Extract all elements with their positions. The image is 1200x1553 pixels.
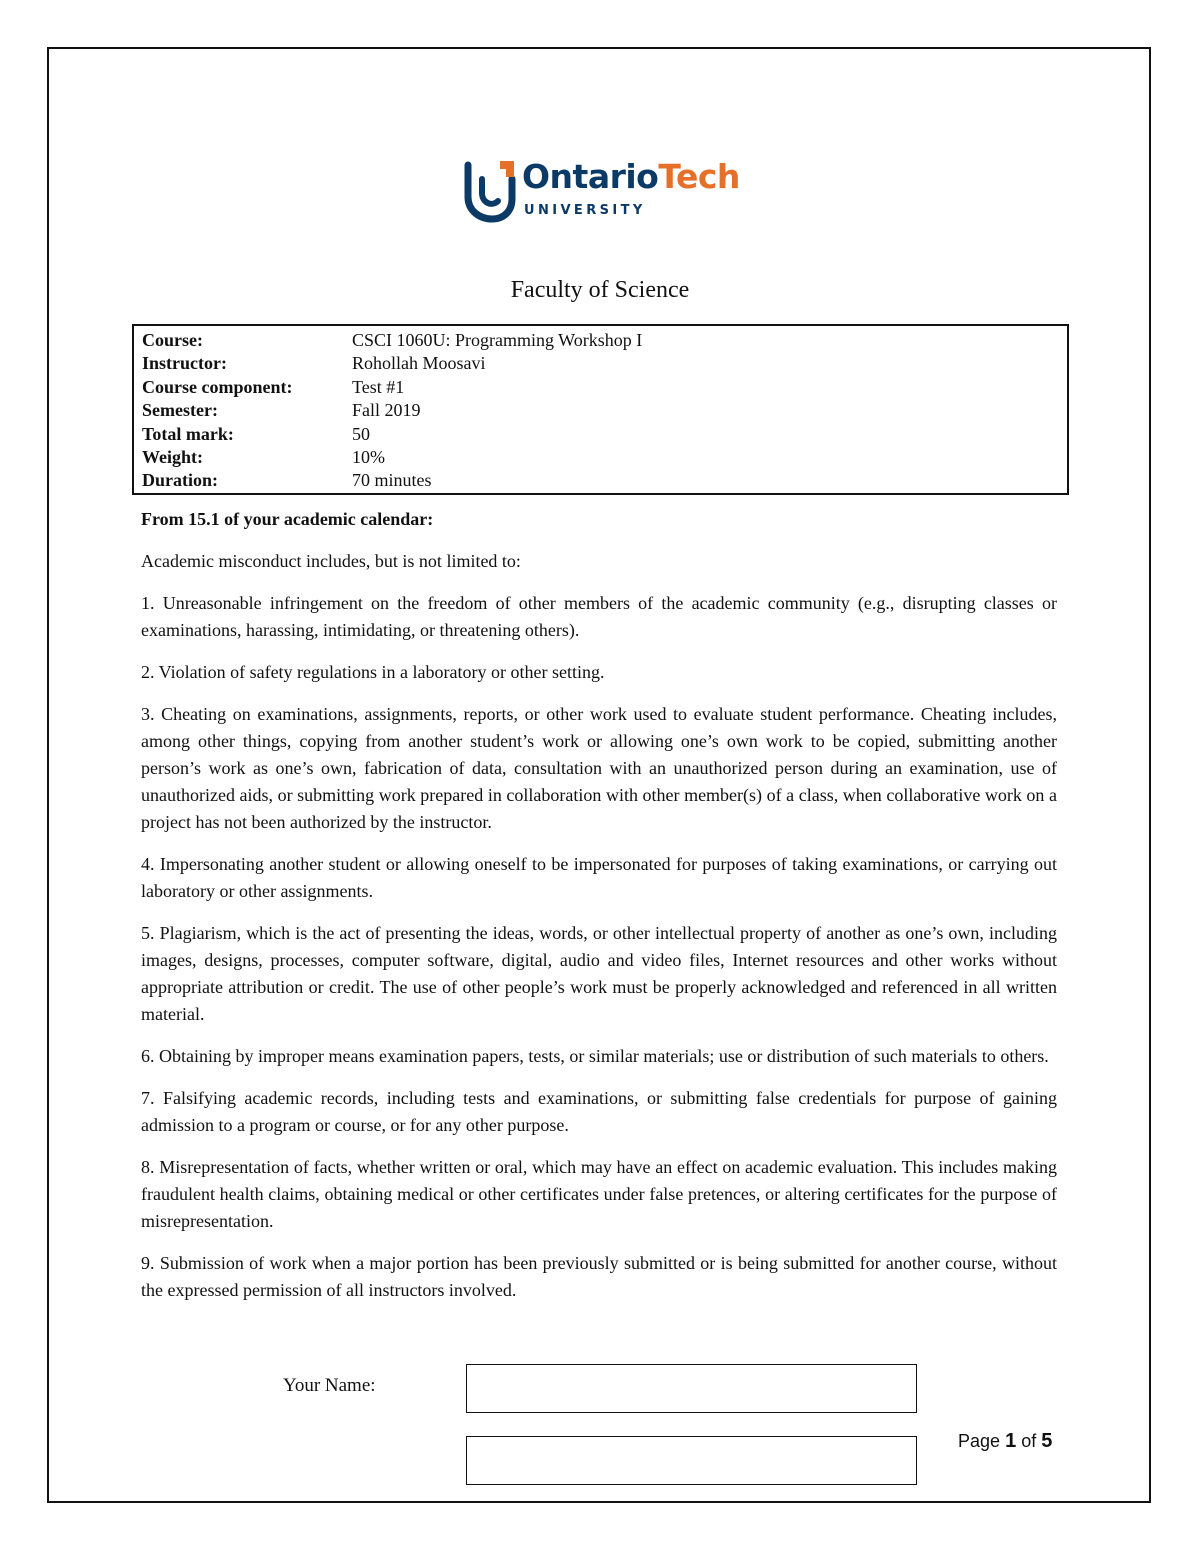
- misconduct-item: 4. Impersonating another student or allowing oneself to be impersonated for purposes of taking examinations, or carrying out laboratory or other assignments.: [141, 854, 1057, 901]
- info-label: Weight:: [142, 446, 203, 467]
- calendar-heading: From 15.1 of your academic calendar:: [141, 509, 434, 529]
- info-row: [142, 446, 1067, 469]
- info-row: [142, 352, 1067, 375]
- info-value: CSCI 1060U: Programming Workshop I: [352, 330, 643, 350]
- info-row: [142, 423, 1067, 446]
- info-value: Rohollah Moosavi: [352, 353, 486, 374]
- info-label: Semester:: [142, 400, 218, 421]
- student-id-input[interactable]: [466, 1436, 917, 1485]
- info-label: Course component:: [142, 376, 293, 397]
- course-info-table: [132, 324, 1069, 495]
- info-label: Instructor:: [142, 353, 227, 374]
- misconduct-item: 9. Submission of work when a major portion has been previously submitted or is being submitted for another course, without the expressed permission of all instructors involved.: [141, 1253, 1057, 1300]
- info-row: [142, 399, 1067, 422]
- name-label: Your Name:: [283, 1375, 376, 1396]
- misconduct-section: [141, 506, 1057, 1319]
- faculty-title: Faculty of Science: [510, 277, 690, 303]
- info-value: 50: [352, 423, 370, 444]
- logo-wordmark: OntarioTech: [522, 157, 740, 196]
- misconduct-item: 1. Unreasonable infringement on the freedom of other members of the academic community (e.g., disrupting classes or examinations, harassing, intimidating, or threatening others).: [141, 593, 1057, 640]
- misconduct-item: 6. Obtaining by improper means examination papers, tests, or similar materials; use or distribution of such materials to others.: [141, 1046, 1049, 1066]
- name-input[interactable]: [466, 1364, 917, 1413]
- ontario-tech-shield-icon: [462, 159, 516, 223]
- info-value: 10%: [352, 446, 385, 467]
- misconduct-item: 3. Cheating on examinations, assignments, reports, or other work used to evaluate student performance. Cheating includes, among other things, copying from another student’s work or allowing one’s own work to be copied, submitting another person’s work as one’s own, fabrication of data, consultation with an unauthorized person during an examination, use of unauthorized aids, or submitting work prepared in collaboration with other member(s) of a class, when collaborative work on a project has not been authorized by the instructor.: [141, 704, 1057, 832]
- info-value: Fall 2019: [352, 400, 421, 421]
- info-label: Total mark:: [142, 423, 234, 444]
- misconduct-item: 5. Plagiarism, which is the act of presenting the ideas, words, or other intellectual property of another as one’s own, including images, designs, processes, computer software, digital, audio and video files, Internet resources and other works without appropriate attribution or credit. The use of other people’s work must be properly acknowledged and referenced in all written material.: [141, 923, 1057, 1024]
- info-row: [142, 469, 1067, 492]
- info-label: Course:: [142, 330, 203, 350]
- info-value: Test #1: [352, 376, 405, 397]
- logo-subtitle: UNIVERSITY: [524, 203, 646, 218]
- misconduct-item: 2. Violation of safety regulations in a laboratory or other setting.: [141, 662, 605, 682]
- info-row: [142, 329, 1067, 352]
- university-logo: [462, 155, 752, 225]
- misconduct-item: 8. Misrepresentation of facts, whether written or oral, which may have an effect on academic evaluation. This includes making fraudulent health claims, obtaining medical or other certificates under false pretences, or altering certificates for the purpose of misrepresentation.: [141, 1157, 1057, 1231]
- calendar-intro: Academic misconduct includes, but is not limited to:: [141, 551, 521, 571]
- info-label: Duration:: [142, 470, 218, 491]
- misconduct-item: 7. Falsifying academic records, including tests and examinations, or submitting false credentials for purpose of gaining admission to a program or course, or for any other purpose.: [141, 1088, 1057, 1135]
- info-value: 70 minutes: [352, 470, 432, 491]
- page-number: Page 1 of 5: [958, 1430, 1053, 1452]
- info-row: [142, 376, 1067, 399]
